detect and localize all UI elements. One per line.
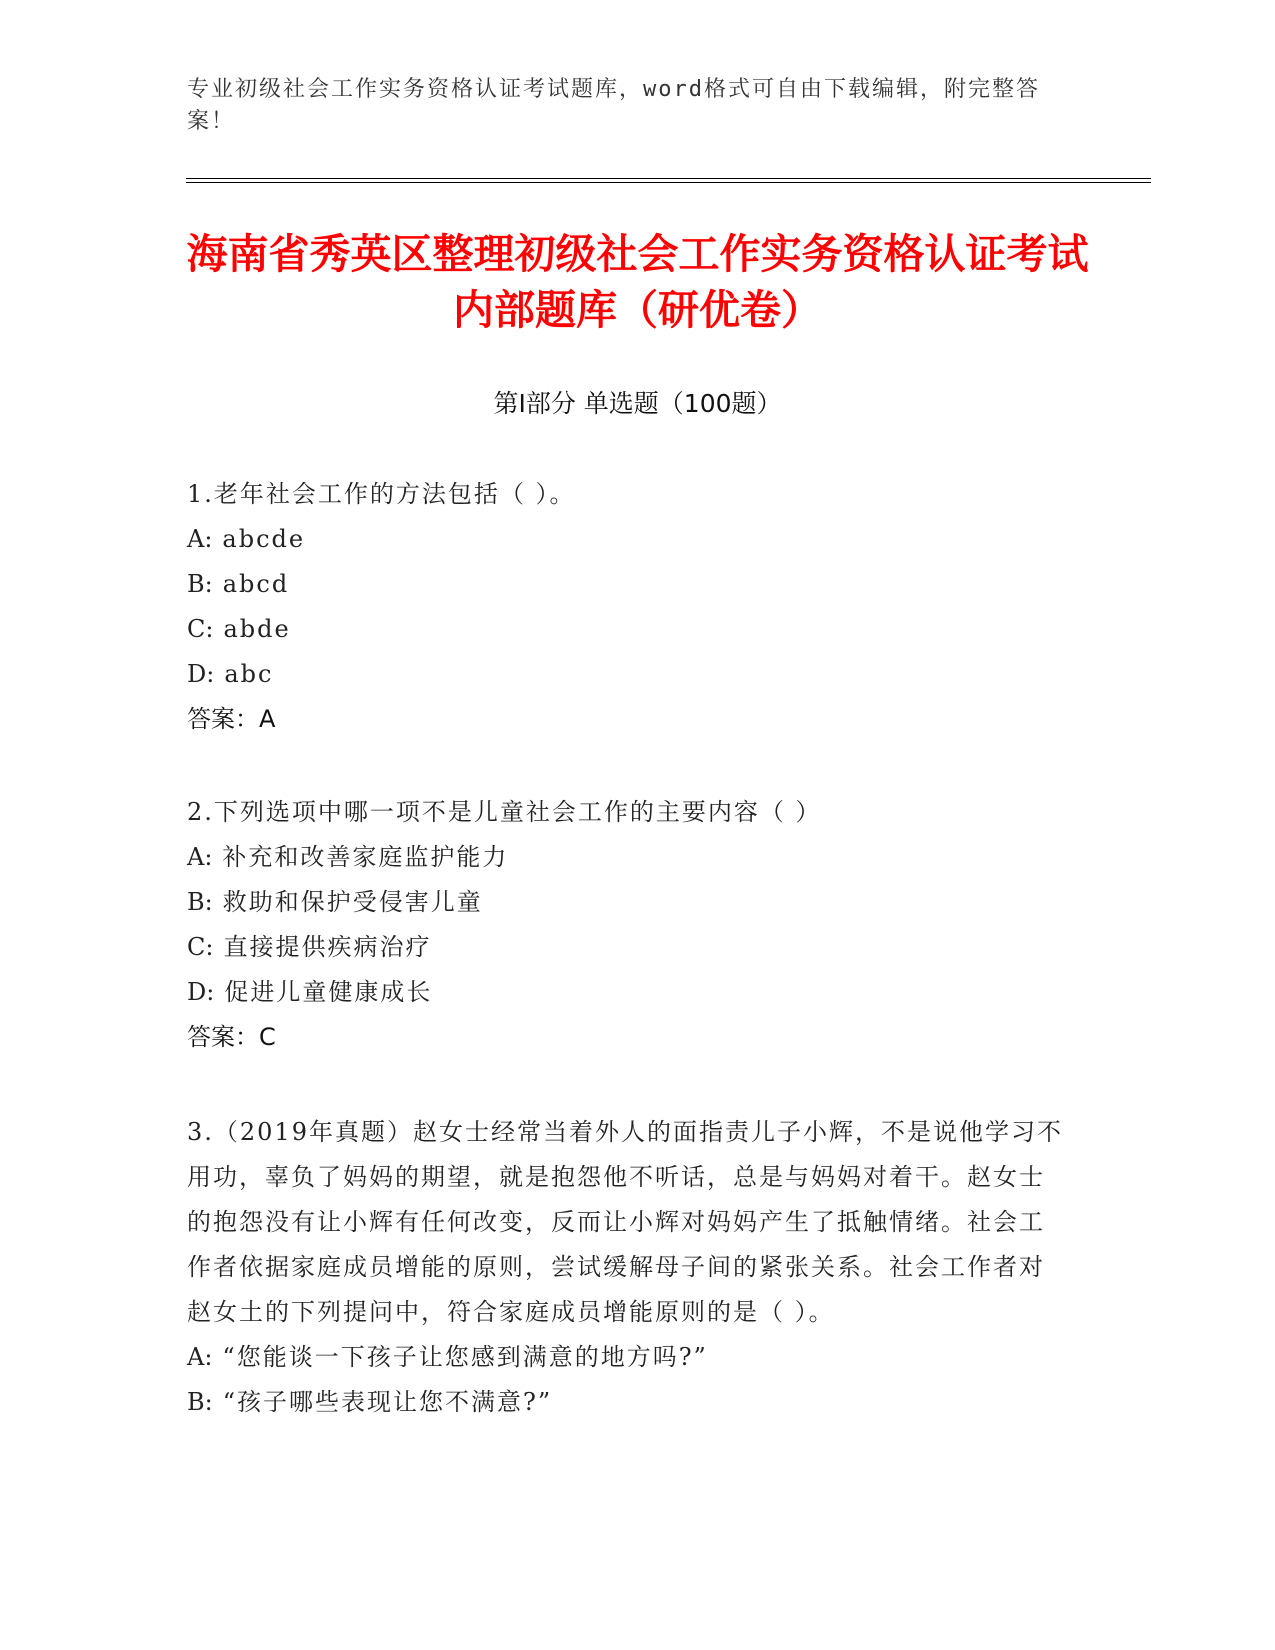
section-title: 第Ⅰ部分 单选题（100题） xyxy=(493,389,782,418)
option-letter: B: xyxy=(187,1388,213,1416)
option-b xyxy=(187,880,1067,925)
option-letter: B: xyxy=(187,888,213,916)
question-stem: 3.（2019年真题）赵女士经常当着外人的面指责儿子小辉，不是说他学习不用功，辜负了妈妈的期望，就是抱怨他不听话，总是与妈妈对着干。赵女士的抱怨没有让小辉有任何改变，反而让小辉对妈妈产生了抵触情绪。社会工作者依据家庭成员增能的原则，尝试缓解母子间的紧张关系。社会工作者对赵女土的下列提问中，符合家庭成员增能原则的是（ ）。 xyxy=(187,1118,1063,1326)
option-text: “您能谈一下孩子让您感到满意的地方吗?” xyxy=(222,1343,708,1371)
question-stem: 1.老年社会工作的方法包括（ ）。 xyxy=(187,480,576,508)
option-d xyxy=(187,652,1067,697)
document-title: 海南省秀英区整理初级社会工作实务资格认证考试内部题库（研优卷） xyxy=(186,230,1089,334)
option-letter: A: xyxy=(187,843,213,871)
option-letter: D: xyxy=(187,660,215,688)
option-text: abcd xyxy=(222,570,290,598)
option-letter: D: xyxy=(187,978,215,1006)
option-d xyxy=(187,970,1067,1015)
question-stem: 2.下列选项中哪一项不是儿童社会工作的主要内容（ ） xyxy=(187,798,822,826)
question-3 xyxy=(187,1110,1067,1425)
option-a xyxy=(187,835,1067,880)
option-b xyxy=(187,562,1067,607)
option-text: 直接提供疾病治疗 xyxy=(223,933,432,961)
option-letter: C: xyxy=(187,933,214,961)
option-c xyxy=(187,925,1067,970)
option-letter: A: xyxy=(187,1343,213,1371)
option-text: abc xyxy=(224,660,274,688)
option-text: abcde xyxy=(222,525,306,553)
option-text: “孩子哪些表现让您不满意?” xyxy=(222,1388,553,1416)
option-letter: A: xyxy=(187,525,213,553)
option-text: 促进儿童健康成长 xyxy=(224,978,433,1006)
option-letter: B: xyxy=(187,570,213,598)
option-c xyxy=(187,607,1067,652)
question-2 xyxy=(187,790,1067,1060)
option-text: abde xyxy=(223,615,291,643)
header-divider-top xyxy=(186,178,1151,179)
option-text: 补充和改善家庭监护能力 xyxy=(222,843,509,871)
option-text: 救助和保护受侵害儿童 xyxy=(222,888,483,916)
question-1 xyxy=(187,472,1067,742)
answer: 答案：A xyxy=(187,705,276,733)
answer: 答案：C xyxy=(187,1023,276,1051)
header-divider-bottom xyxy=(186,182,1151,183)
option-a xyxy=(187,517,1067,562)
header-note: 专业初级社会工作实务资格认证考试题库，word格式可自由下载编辑，附完整答案！ xyxy=(187,77,1040,134)
option-a xyxy=(187,1335,1067,1380)
option-letter: C: xyxy=(187,615,214,643)
option-b xyxy=(187,1380,1067,1425)
